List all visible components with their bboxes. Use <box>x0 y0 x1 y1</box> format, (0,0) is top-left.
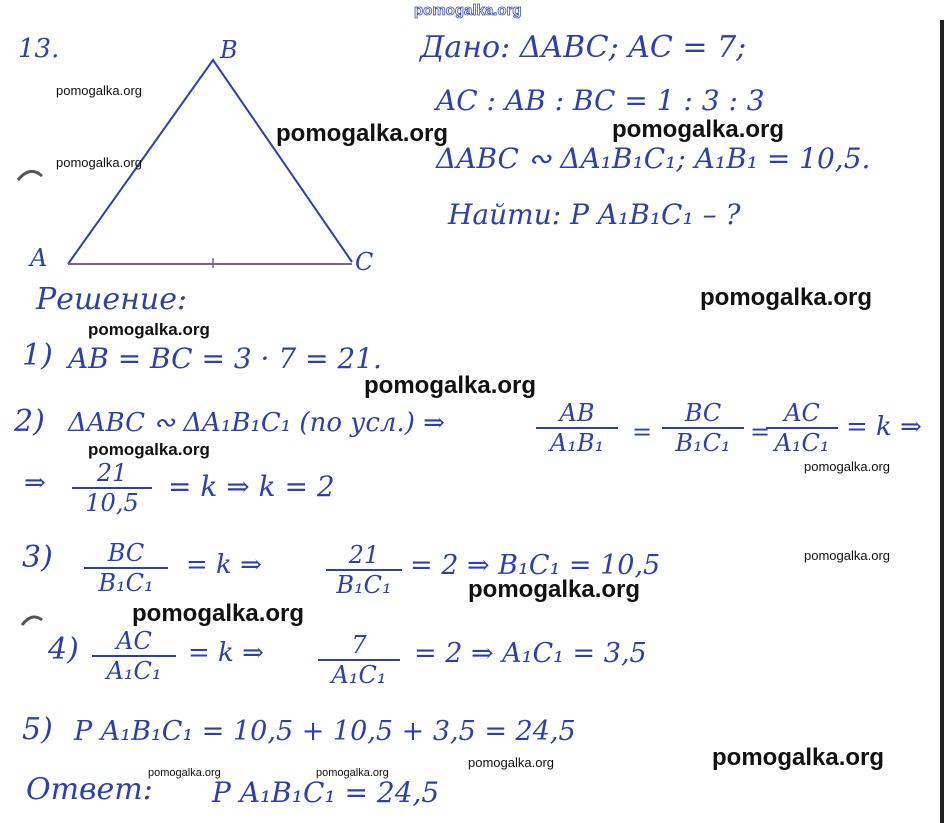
step-2-cont-arrow: ⇒ <box>24 468 46 498</box>
watermark: pomogalka.org <box>56 83 142 98</box>
fraction-numerator: AC <box>116 627 152 655</box>
problem-number: 13. <box>18 34 60 64</box>
step-2-fraction-ac <box>766 400 838 457</box>
watermark: pomogalka.org <box>804 459 890 474</box>
fraction-denominator: A₁C₁ <box>106 657 162 686</box>
step-1-label: 1) <box>22 338 53 373</box>
fraction-denominator: B₁C₁ <box>675 429 731 458</box>
step-2-tail: = k ⇒ <box>846 412 922 442</box>
answer-text: P A₁B₁C₁ = 24,5 <box>212 776 440 809</box>
watermark: pomogalka.org <box>88 440 210 459</box>
step-3-fraction-bc <box>84 540 168 597</box>
fraction-denominator: A₁C₁ <box>774 429 830 458</box>
step-3-fraction-21 <box>326 542 402 599</box>
given-line-4: Найти: P A₁B₁C₁ – ? <box>448 198 741 231</box>
vertex-c-label: C <box>355 248 374 276</box>
step-4-tail: = 2 ⇒ A₁C₁ = 3,5 <box>414 638 647 669</box>
watermark: pomogalka.org <box>712 744 885 771</box>
watermark: pomogalka.org <box>148 767 221 779</box>
watermark: pomogalka.org <box>56 155 142 170</box>
step-5-text: P A₁B₁C₁ = 10,5 + 10,5 + 3,5 = 24,5 <box>74 716 576 747</box>
given-line-1: Дано: ΔABC; AC = 7; <box>420 30 747 65</box>
answer-label: Ответ: <box>26 772 153 807</box>
watermark: pomogalka.org <box>700 284 873 311</box>
step-5-label: 5) <box>22 712 53 747</box>
fraction-denominator: B₁C₁ <box>98 569 154 598</box>
watermark: pomogalka.org <box>468 576 641 603</box>
watermark: pomogalka.org <box>612 116 785 143</box>
step-4-fraction-7 <box>318 632 400 689</box>
given-line-3: ΔABC ∾ ΔA₁B₁C₁; A₁B₁ = 10,5. <box>436 142 871 175</box>
watermark: pomogalka.org <box>276 120 449 147</box>
header-watermark: pomogalka.org <box>414 2 522 19</box>
watermark: pomogalka.org <box>88 320 210 339</box>
vertex-a-label: A <box>30 244 48 272</box>
fraction-denominator: 10,5 <box>85 489 139 518</box>
fraction-numerator: 7 <box>351 631 367 659</box>
step-3-tail: = 2 ⇒ B₁C₁ = 10,5 <box>410 550 661 581</box>
step-3-mid: = k ⇒ <box>186 550 262 580</box>
watermark: pomogalka.org <box>364 372 537 399</box>
watermark: pomogalka.org <box>804 548 890 563</box>
step-4-label: 4) <box>48 632 79 667</box>
step-2-text: ΔABC ∾ ΔA₁B₁C₁ (по усл.) ⇒ <box>68 408 445 438</box>
fraction-numerator: BC <box>107 539 145 567</box>
fraction-numerator: 21 <box>96 459 128 487</box>
step-4-fraction-ac <box>92 628 176 685</box>
watermark: pomogalka.org <box>468 755 554 770</box>
step-2-label: 2) <box>14 404 45 439</box>
step-2-fraction-21 <box>72 460 152 517</box>
step-2-fraction-bc <box>662 400 744 457</box>
fraction-numerator: BC <box>684 399 722 427</box>
watermark: pomogalka.org <box>316 767 389 779</box>
step-4-mid: = k ⇒ <box>188 638 264 668</box>
step-2-equals-2: = <box>750 418 771 446</box>
step-2-fraction-ab <box>536 400 618 457</box>
solution-heading: Решение: <box>36 282 188 317</box>
fraction-denominator: B₁C₁ <box>336 571 392 600</box>
fraction-numerator: AC <box>784 399 820 427</box>
step-3-label: 3) <box>22 540 53 575</box>
watermark: pomogalka.org <box>132 600 305 627</box>
fraction-numerator: 21 <box>348 541 380 569</box>
fraction-numerator: AB <box>559 399 595 427</box>
vertex-b-label: B <box>220 36 238 64</box>
given-line-2: AC : AB : BC = 1 : 3 : 3 <box>436 84 765 117</box>
step-1-text: AB = BC = 3 · 7 = 21. <box>68 342 382 375</box>
fraction-denominator: A₁B₁ <box>549 429 605 458</box>
fraction-denominator: A₁C₁ <box>331 661 387 690</box>
step-2-equals-1: = <box>632 418 653 446</box>
step-2-cont-tail: = k ⇒ k = 2 <box>168 470 335 503</box>
